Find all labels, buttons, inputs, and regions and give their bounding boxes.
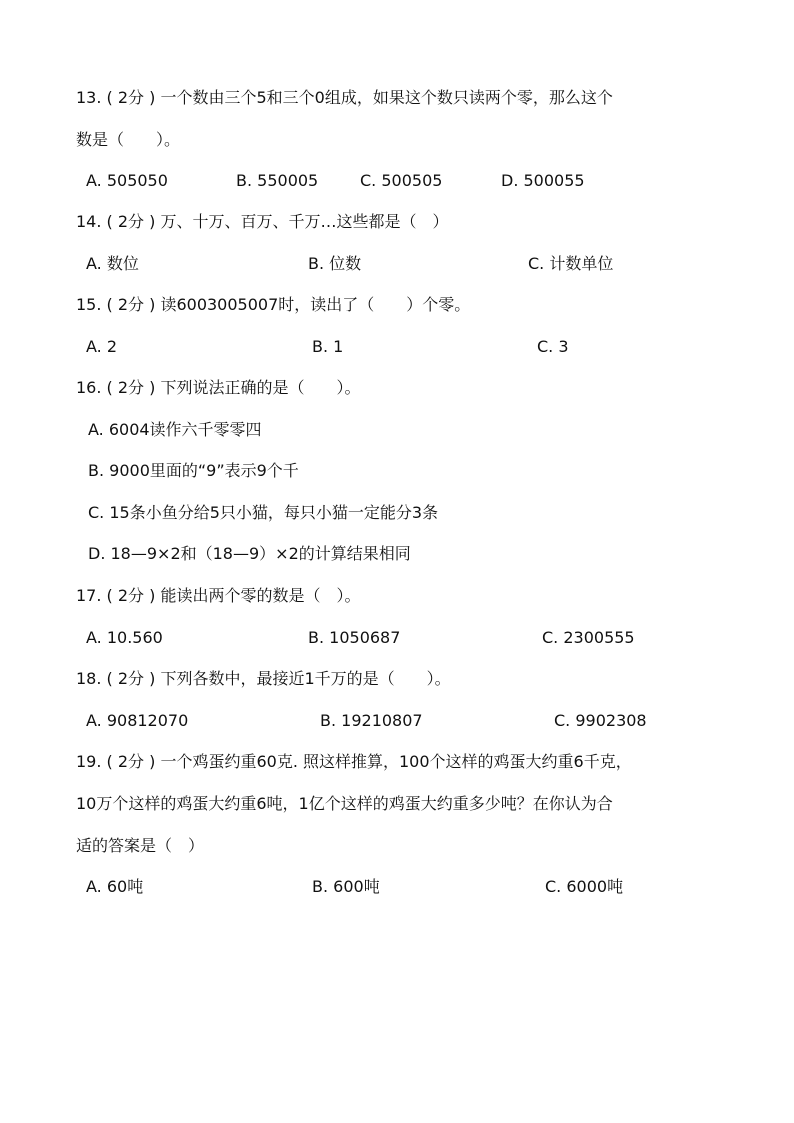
option-a[interactable]: A. 6004读作六千零零四: [88, 420, 262, 439]
question-19-text: 19. ( 2分 ) 一个鸡蛋约重60克. 照这样推算，100个这样的鸡蛋大约重6千克，: [76, 752, 632, 771]
option-a[interactable]: A. 2: [86, 337, 118, 356]
option-b[interactable]: B. 1: [312, 337, 344, 356]
option-a[interactable]: A. 90812070: [86, 711, 189, 730]
option-b[interactable]: B. 1050687: [308, 628, 401, 647]
question-19-options: [86, 877, 734, 897]
option-b[interactable]: B. 600吨: [312, 877, 380, 896]
question-13-text: 数是（ ）。: [76, 130, 181, 149]
question-15-text: 15. ( 2分 ) 读6003005007时，读出了（ ）个零。: [76, 295, 471, 314]
option-a[interactable]: A. 505050: [86, 171, 168, 190]
question-14-text: 14. ( 2分 ) 万、十万、百万、千万…这些都是（ ）: [76, 212, 449, 231]
option-a[interactable]: A. 数位: [86, 254, 139, 273]
option-d[interactable]: D. 18—9×2和（18—9）×2的计算结果相同: [88, 544, 411, 563]
option-b[interactable]: B. 位数: [308, 254, 362, 273]
question-14-options: [86, 254, 734, 274]
question-19-text: 10万个这样的鸡蛋大约重6吨，1亿个这样的鸡蛋大约重多少吨？在你认为合: [76, 794, 613, 813]
question-16-text: 16. ( 2分 ) 下列说法正确的是（ ）。: [76, 378, 361, 397]
question-15-options: [86, 337, 734, 357]
option-c[interactable]: C. 15条小鱼分给5只小猫，每只小猫一定能分3条: [88, 503, 439, 522]
question-13-options: [86, 171, 734, 191]
question-17-text: 17. ( 2分 ) 能读出两个零的数是（ ）。: [76, 586, 361, 605]
option-a[interactable]: A. 60吨: [86, 877, 144, 896]
option-c[interactable]: C. 500505: [360, 171, 443, 190]
question-17-options: [86, 628, 734, 648]
option-a[interactable]: A. 10.560: [86, 628, 163, 647]
question-18-text: 18. ( 2分 ) 下列各数中，最接近1千万的是（ ）。: [76, 669, 451, 688]
option-b[interactable]: B. 19210807: [320, 711, 423, 730]
option-d[interactable]: D. 500055: [501, 171, 585, 190]
option-c[interactable]: C. 6000吨: [545, 877, 624, 896]
option-c[interactable]: C. 计数单位: [528, 254, 614, 273]
question-13-text: 13. ( 2分 ) 一个数由三个5和三个0组成，如果这个数只读两个零，那么这个: [76, 88, 613, 107]
option-c[interactable]: C. 9902308: [554, 711, 647, 730]
question-19-text: 适的答案是（ ）: [76, 836, 205, 855]
question-18-options: [86, 711, 734, 731]
option-b[interactable]: B. 550005: [236, 171, 319, 190]
option-c[interactable]: C. 3: [537, 337, 569, 356]
option-c[interactable]: C. 2300555: [542, 628, 635, 647]
option-b[interactable]: B. 9000里面的“9”表示9个千: [88, 461, 299, 480]
